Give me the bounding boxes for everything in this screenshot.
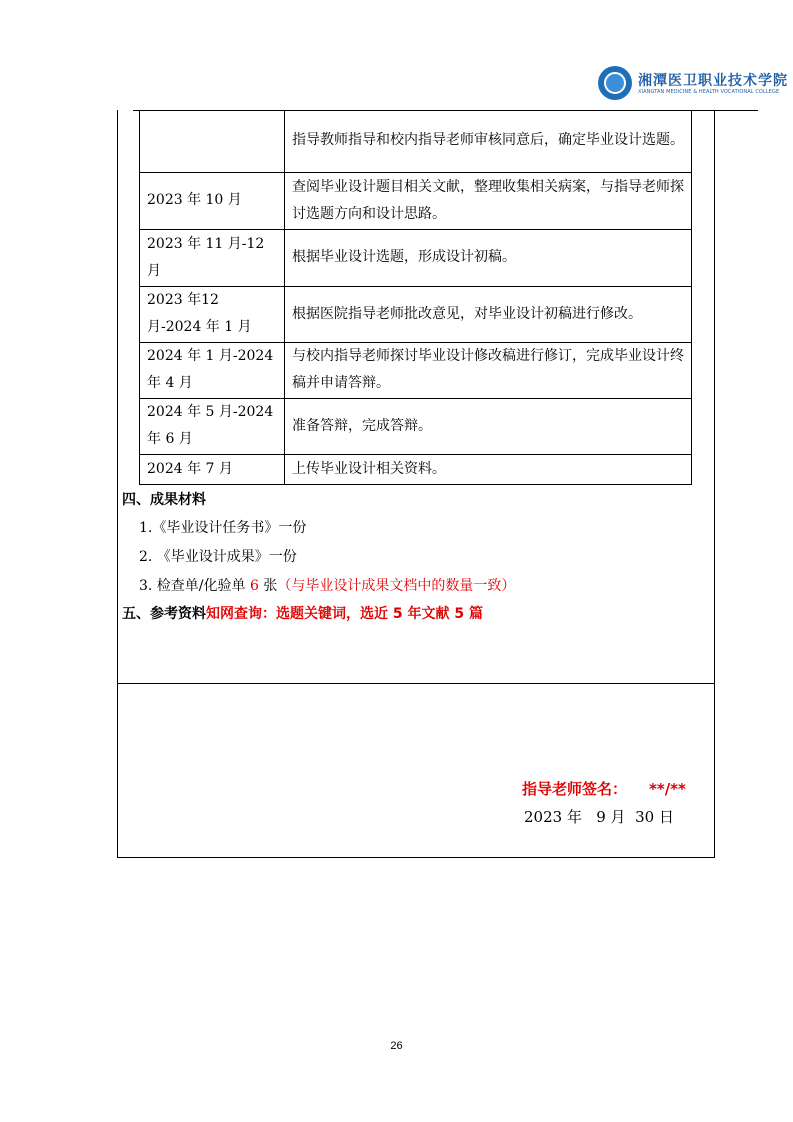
list-item: [139, 576, 515, 596]
schedule-task-cell: 准备答辩，完成答辩。: [285, 398, 692, 454]
section5-note: 知网查询：选题关键词，选近 5 年文献 5 篇: [206, 606, 483, 622]
school-emblem-icon: [598, 66, 632, 100]
table-row: [140, 229, 692, 286]
school-logo: [598, 64, 788, 102]
schedule-task-cell: 指导教师指导和校内指导老师审核同意后，确定毕业设计选题。: [285, 110, 692, 172]
schedule-time-cell: 2024 年 1 月-2024 年 4 月: [140, 342, 285, 398]
table-row: [140, 110, 692, 172]
page-number: 26: [390, 1040, 403, 1052]
table-row: [140, 172, 692, 229]
schedule-task-cell: 上传毕业设计相关资料。: [285, 454, 692, 484]
signature-date: 2023 年 9 月 30 日: [524, 808, 674, 826]
school-name-cn: 湘潭医卫职业技术学院: [638, 73, 788, 89]
list-item: 2. 《毕业设计成果》一份: [139, 549, 297, 565]
table-row: [140, 398, 692, 454]
schedule-task-cell: 根据医院指导老师批改意见，对毕业设计初稿进行修改。: [285, 286, 692, 342]
signature-value: **/**: [649, 780, 686, 798]
table-row: [140, 286, 692, 342]
schedule-time-cell: 2023 年12 月-2024 年 1 月: [140, 286, 285, 342]
schedule-task-cell: 根据毕业设计选题，形成设计初稿。: [285, 229, 692, 286]
section5-heading: [122, 604, 483, 624]
schedule-task-cell: 与校内指导老师探讨毕业设计修改稿进行修订，完成毕业设计终稿并申请答辩。: [285, 342, 692, 398]
list-item: 1.《毕业设计任务书》一份: [139, 520, 307, 536]
schedule-table: [139, 110, 692, 485]
schedule-time-cell: 2024 年 7 月: [140, 454, 285, 484]
advisor-signature: [522, 778, 686, 799]
schedule-time-cell: [140, 110, 285, 172]
item3-count: 6: [249, 578, 259, 594]
schedule-time-cell: 2024 年 5 月-2024 年 6 月: [140, 398, 285, 454]
school-name-en: XIANGTAN MEDICINE & HEALTH VOCATIONAL COLLEGE: [638, 89, 780, 95]
schedule-task-cell: 查阅毕业设计题目相关文献，整理收集相关病案，与指导老师探讨选题方向和设计思路。: [285, 172, 692, 229]
item3-unit: 张: [258, 578, 278, 594]
section4-title: 四、成果材料: [122, 492, 206, 508]
item3-prefix: 3. 检查单/化验单: [139, 578, 250, 594]
section5-title: 五、参考资料: [122, 606, 206, 622]
item3-note: （与毕业设计成果文档中的数量一致）: [277, 578, 516, 594]
table-row: [140, 454, 692, 484]
signature-label: 指导老师签名：: [522, 780, 628, 798]
schedule-time-cell: 2023 年 11 月-12 月: [140, 229, 285, 286]
table-row: [140, 342, 692, 398]
form-divider: [117, 683, 715, 684]
schedule-time-cell: 2023 年 10 月: [140, 172, 285, 229]
